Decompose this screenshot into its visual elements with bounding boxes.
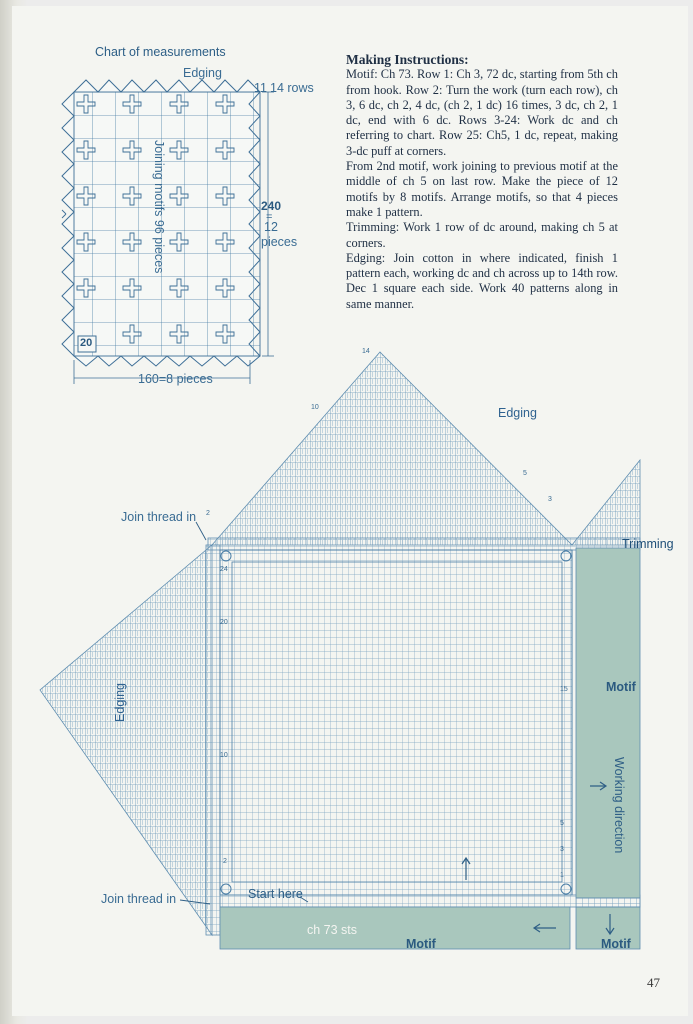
row-mark-3-motif: 3: [560, 846, 564, 853]
row-mark-15: 15: [560, 686, 568, 693]
square-size-label: 20: [80, 337, 93, 349]
row-mark-2: 2: [206, 510, 210, 517]
row-mark-5: 5: [523, 470, 527, 477]
join-thread-bottom-label: Join thread in: [101, 892, 177, 906]
instructions-edging: Edging: Join cotton in where indicated, finish 1 pattern each, working dc and ch across up to 14th row. Dec 1 square each side. Work 40 patterns along in same manner.: [346, 250, 618, 311]
row-mark-14: 14: [362, 348, 370, 355]
row-mark-1: 1: [560, 872, 564, 879]
trimming-label: Trimming: [622, 537, 674, 551]
row-mark-2-motif: 2: [223, 858, 227, 865]
row-mark-24: 24: [220, 566, 228, 573]
page-number: 47: [647, 975, 660, 990]
joining-motifs-label: Joining motifs 96 pieces: [152, 140, 166, 274]
motif-right-label: Motif: [606, 680, 636, 694]
edging-top-label: Edging: [498, 406, 537, 420]
making-instructions: [346, 52, 618, 312]
chain-count-label: ch 73 sts: [307, 923, 358, 937]
height-pieces-count: 12: [264, 220, 278, 234]
instructions-heading: Making Instructions:: [346, 52, 469, 67]
height-equals: =: [266, 211, 273, 223]
measurement-chart: [62, 80, 274, 384]
row-mark-10: 10: [311, 404, 319, 411]
row-mark-20: 20: [220, 619, 228, 626]
working-direction-label: Working direction: [612, 757, 626, 854]
row-mark-10-motif: 10: [220, 752, 228, 759]
row-mark-3: 3: [548, 496, 552, 503]
measurements-rows-label: 14 rows: [270, 81, 314, 95]
instructions-trimming: Trimming: Work 1 row of dc around, making ch 5 at corners.: [346, 220, 618, 250]
width-label: 160=8 pieces: [138, 372, 213, 386]
row-mark-5-motif: 5: [560, 820, 564, 827]
motif-corner-label: Motif: [601, 937, 631, 951]
instructions-joining: From 2nd motif, work joining to previous motif at the middle of ch 5 on last row. Make the piece of 12 motifs by 8 motifs. Arrange motifs, so that 4 pieces make 1 pattern.: [346, 159, 618, 219]
edging-left-label: Edging: [113, 683, 127, 722]
crochet-diagram: [40, 352, 640, 949]
measurements-title: Chart of measurements: [95, 45, 226, 59]
measurements-rows-count: 11: [254, 81, 267, 95]
instructions-motif: Motif: Ch 73. Row 1: Ch 3, 72 dc, starting from 5th ch from hook. Row 2: Turn the work (turn each row), ch 3, 6 dc, ch 2, 4 dc, (ch 2, 1 dc) 16 times, 3 dc, ch 2, 1 dc, end with 6 dc. Rows 3-24: Work dc and ch referring to chart. Row 25: Ch5, 1 dc, repeat, making 3-dc puff at corners.: [346, 67, 618, 158]
start-here-label: Start here: [248, 887, 303, 901]
height-value: 240: [261, 199, 282, 213]
motif-bottom-label: Motif: [406, 937, 436, 951]
height-pieces-unit: pieces: [261, 235, 298, 249]
measurements-edging-label: Edging: [183, 66, 222, 80]
join-thread-top-label: Join thread in: [121, 510, 197, 524]
